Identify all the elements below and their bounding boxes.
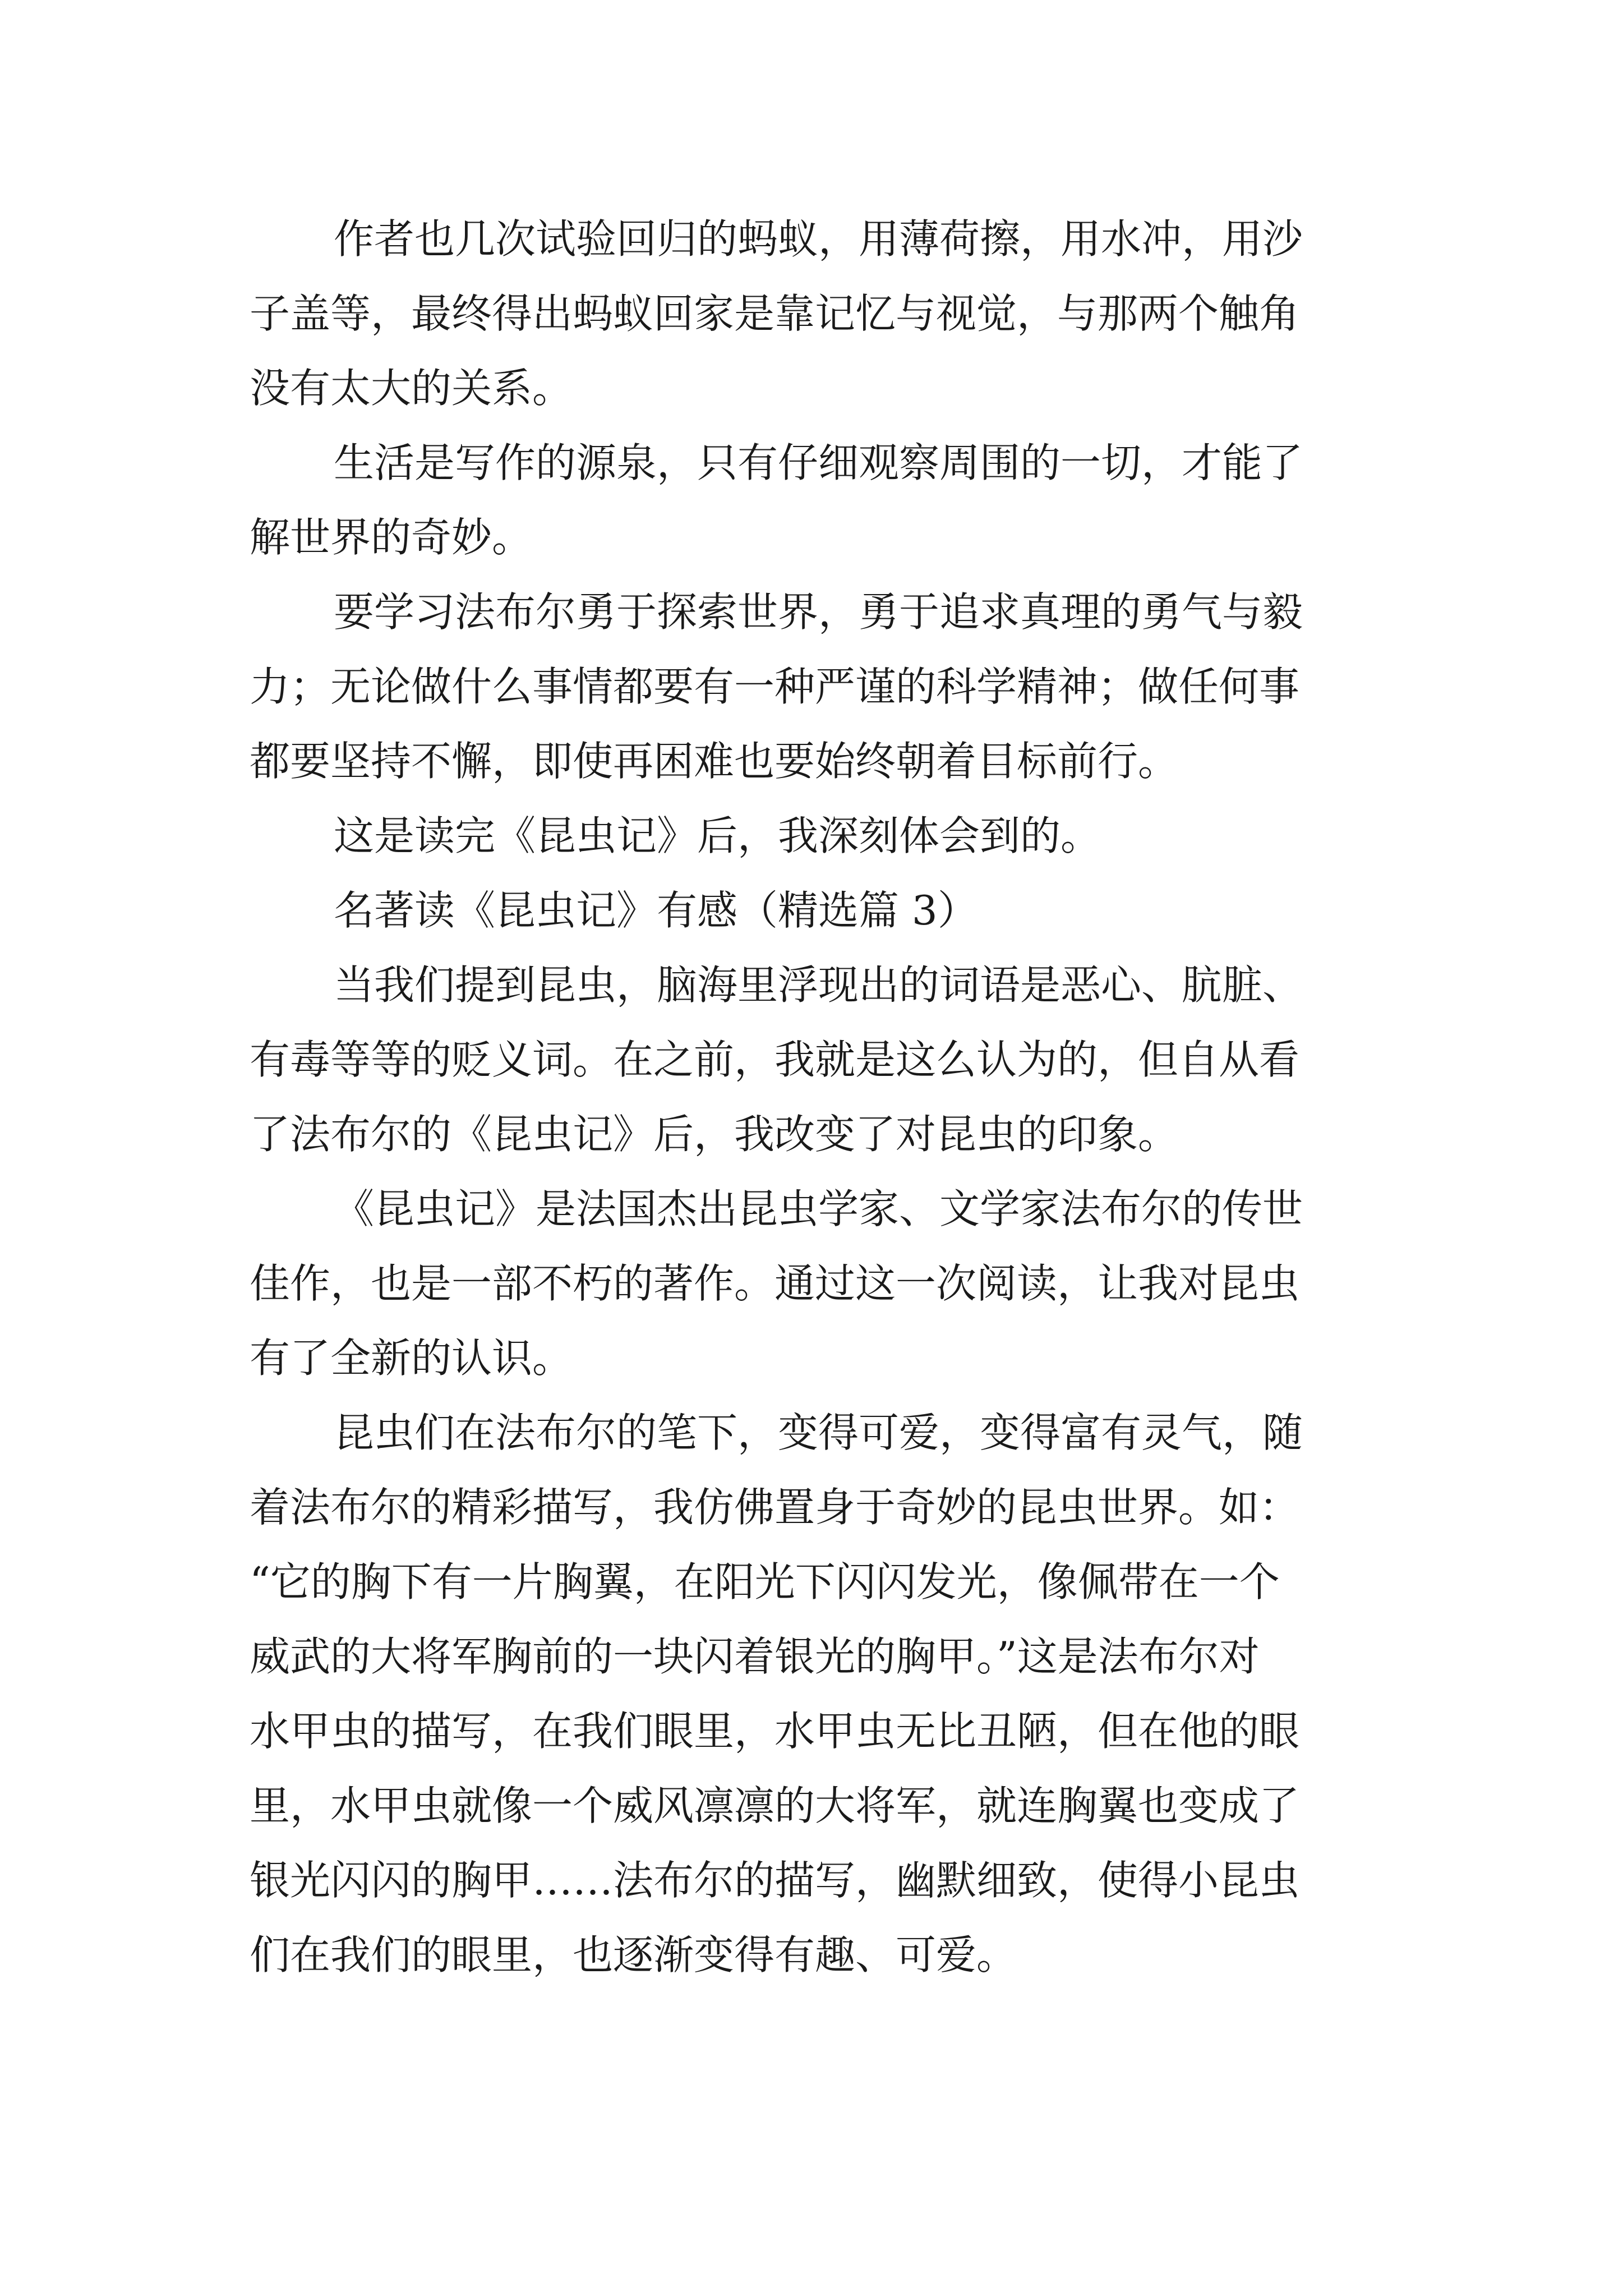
text-line: 《昆虫记》是法国杰出昆虫学家、文学家法布尔的传世 — [334, 1185, 1303, 1232]
text-line: 着法布尔的精彩描写，我仿佛置身于奇妙的昆虫世界。如： — [250, 1484, 1300, 1531]
text-line: 要学习法布尔勇于探索世界，勇于追求真理的勇气与毅 — [334, 588, 1303, 636]
text-line: 有毒等等的贬义词。在之前，我就是这么认为的，但自从看 — [250, 1036, 1300, 1083]
text-line: 这是读完《昆虫记》后，我深刻体会到的。 — [334, 812, 1101, 859]
text-line: 力；无论做什么事情都要有一种严谨的科学精神；做任何事 — [250, 663, 1300, 710]
text-line: 子盖等，最终得出蚂蚁回家是靠记忆与视觉，与那两个触角 — [250, 290, 1300, 337]
body-text — [250, 202, 1416, 1993]
text-line: 都要坚持不懈，即使再困难也要始终朝着目标前行。 — [250, 738, 1179, 785]
text-line: 们在我们的眼里，也逐渐变得有趣、可爱。 — [250, 1931, 1017, 1978]
text-line: 没有太大的关系。 — [250, 365, 573, 412]
text-line: 水甲虫的描写，在我们眼里，水甲虫无比丑陋，但在他的眼 — [250, 1708, 1300, 1755]
text-line: 名著读《昆虫记》有感（精选篇 3） — [334, 887, 978, 934]
text-line: 里，水甲虫就像一个威风凛凛的大将军，就连胸翼也变成了 — [250, 1782, 1300, 1829]
text-line: “它的胸下有一片胸翼，在阳光下闪闪发光，像佩带在一个 — [250, 1558, 1280, 1605]
text-line: 有了全新的认识。 — [250, 1335, 573, 1382]
text-line: 作者也几次试验回归的蚂蚁，用薄荷擦，用水冲，用沙 — [334, 215, 1303, 263]
text-line: 佳作，也是一部不朽的著作。通过这一次阅读，让我对昆虫 — [250, 1260, 1300, 1307]
text-line: 当我们提到昆虫，脑海里浮现出的词语是恶心、肮脏、 — [334, 961, 1303, 1009]
text-line: 解世界的奇妙。 — [250, 514, 533, 561]
text-line: 了法布尔的《昆虫记》后，我改变了对昆虫的印象。 — [250, 1111, 1179, 1158]
text-line: 昆虫们在法布尔的笔下，变得可爱，变得富有灵气，随 — [334, 1409, 1303, 1456]
text-line: 银光闪闪的胸甲……法布尔的描写，幽默细致，使得小昆虫 — [250, 1857, 1300, 1904]
text-line: 威武的大将军胸前的一块闪着银光的胸甲。”这是法布尔对 — [250, 1633, 1260, 1680]
text-line: 生活是写作的源泉，只有仔细观察周围的一切，才能了 — [334, 439, 1303, 486]
